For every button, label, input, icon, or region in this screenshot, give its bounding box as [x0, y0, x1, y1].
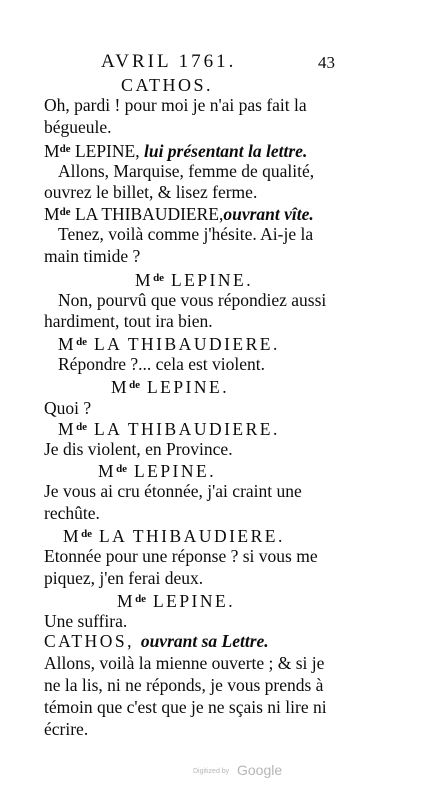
- speaker-heading: [63, 524, 285, 546]
- speaker-heading: CATHOS.: [121, 75, 214, 95]
- text-line: Je vous ai cru étonnée, j'ai craint une: [44, 481, 302, 501]
- speaker-title: M: [135, 270, 154, 290]
- speaker-title: M: [58, 334, 77, 354]
- running-title: AVRIL 1761.: [101, 51, 237, 72]
- speaker-title: M: [111, 377, 130, 397]
- text-line: Allons, Marquise, femme de qualité,: [58, 161, 315, 181]
- superscript: de: [76, 421, 88, 433]
- speaker-heading: [44, 139, 307, 161]
- speaker-name: LEPINE.: [164, 270, 254, 290]
- speaker-heading: [111, 375, 229, 397]
- text-line: main timide ?: [44, 246, 141, 266]
- speaker-heading: [135, 268, 253, 290]
- text-line: Tenez, voilà comme j'hésite. Ai-je la: [58, 224, 314, 244]
- text-line: Etonnée pour une réponse ? si vous me: [44, 546, 318, 566]
- speaker-title: M: [44, 204, 60, 224]
- page-number: 43: [318, 53, 335, 72]
- text-line: Allons, voilà la mienne ouverte ; & si je: [44, 653, 325, 673]
- text-line: Je dis violent, en Province.: [44, 439, 233, 459]
- stage-direction: ouvrant vîte.: [223, 204, 314, 224]
- superscript: de: [59, 143, 71, 155]
- speaker-heading: [58, 417, 280, 439]
- speaker-title: M: [98, 461, 117, 481]
- text-line: hardiment, tout ira bien.: [44, 311, 213, 331]
- speaker-name: LEPINE.: [127, 461, 217, 481]
- speaker-name: LA THIBAUDIERE.: [87, 334, 280, 354]
- text-line: piquez, j'en ferai deux.: [44, 568, 204, 588]
- speaker-name: LEPINE,: [70, 141, 144, 161]
- speaker-title: M: [117, 591, 136, 611]
- speaker-name: LEPINE.: [146, 591, 236, 611]
- superscript: de: [135, 593, 147, 605]
- watermark-brand: Google: [237, 762, 283, 778]
- google-watermark: [193, 759, 303, 783]
- text-line: Quoi ?: [44, 398, 92, 418]
- text-line: bégueule.: [44, 117, 112, 137]
- stage-direction: ouvrant sa Lettre.: [140, 631, 269, 651]
- speaker-name: LA THIBAUDIERE.: [87, 419, 280, 439]
- speaker-title: M: [44, 141, 60, 161]
- text-line: Non, pourvû que vous répondiez aussi: [58, 290, 327, 310]
- text-line: Oh, pardi ! pour moi je n'ai pas fait la: [44, 95, 307, 115]
- speaker-name: LEPINE.: [140, 377, 230, 397]
- speaker-heading: [58, 332, 280, 354]
- speaker-heading: [117, 589, 235, 611]
- superscript: de: [129, 379, 141, 391]
- text-line: ouvrez le billet, & lisez ferme.: [44, 182, 258, 202]
- speaker-heading: [44, 631, 269, 651]
- speaker-name: LA THIBAUDIERE,: [70, 204, 224, 224]
- speaker-heading: [98, 459, 216, 481]
- speaker-title: M: [63, 526, 82, 546]
- superscript: de: [81, 528, 93, 540]
- speaker-title: M: [58, 419, 77, 439]
- text-line: Une suffira.: [44, 611, 128, 631]
- watermark-small-text: Digitized by: [193, 768, 230, 775]
- speaker-name: CATHOS,: [44, 631, 141, 651]
- stage-direction: lui présentant la lettre.: [143, 141, 308, 161]
- superscript: de: [153, 272, 165, 284]
- text-line: Répondre ?... cela est violent.: [58, 354, 266, 374]
- text-line: ne la lis, ni ne réponds, je vous prends à: [44, 675, 324, 695]
- speaker-name: LA THIBAUDIERE.: [92, 526, 285, 546]
- speaker-heading: [44, 202, 314, 224]
- text-line: rechûte.: [44, 503, 100, 523]
- text-line: témoin que c'est que je ne sçais ni lire ni: [44, 697, 327, 717]
- superscript: de: [59, 206, 71, 218]
- text-line: écrire.: [44, 719, 89, 739]
- superscript: de: [76, 336, 88, 348]
- superscript: de: [116, 463, 128, 475]
